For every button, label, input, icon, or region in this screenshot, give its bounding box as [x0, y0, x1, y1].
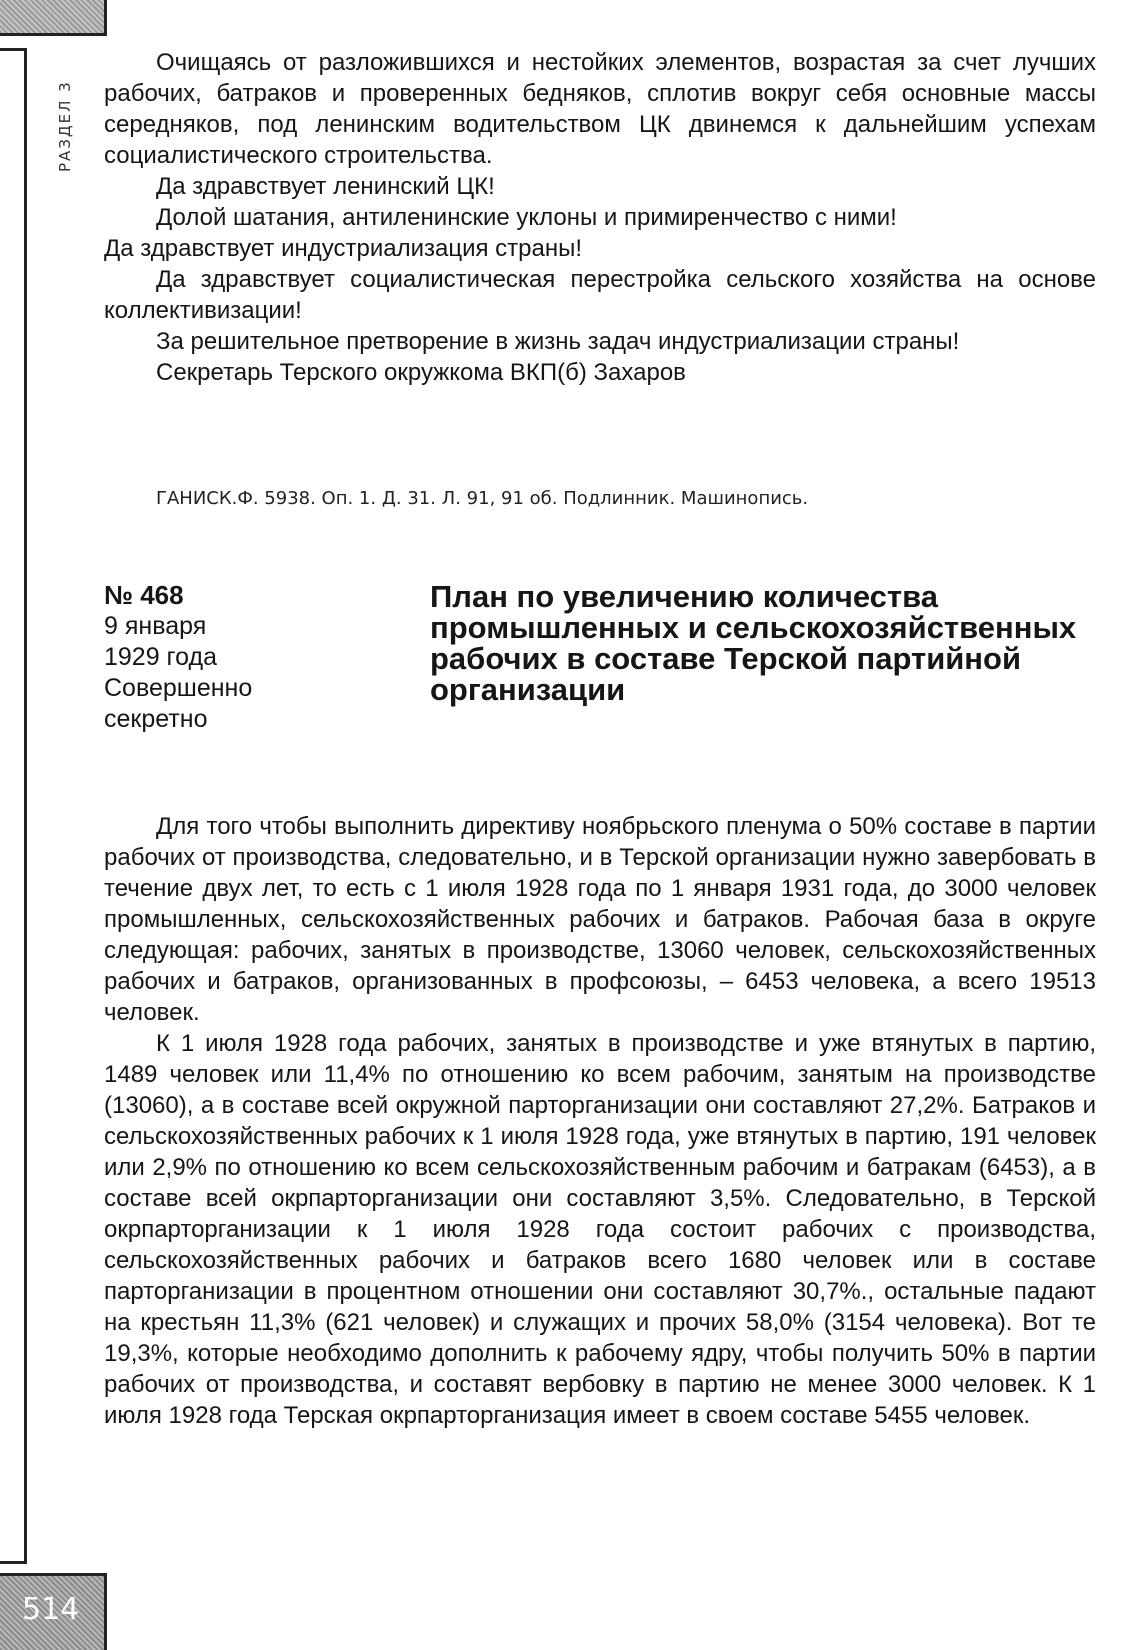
document-date-year: 1929 года	[104, 643, 217, 671]
page-number-tab	[0, 1573, 107, 1650]
margin-frame	[0, 48, 27, 1564]
document-meta	[104, 580, 394, 735]
slogan: За решительное претворение в жизнь задач индустриализации страны!	[156, 328, 960, 355]
slogan: Долой шатания, антиленинские уклоны и примиренчество с ними!	[156, 204, 897, 231]
page-number: 514	[22, 1592, 80, 1627]
document-number: № 468	[104, 580, 184, 610]
document-body	[104, 811, 1096, 1431]
signature: Секретарь Терского окружкома ВКП(б) Захаров	[156, 359, 686, 386]
document-title: План по увеличению количества промышленных и сельскохозяйственных рабочих в составе Терской партийной организации	[430, 579, 1077, 707]
slogan: Да здравствует ленинский ЦК!	[156, 173, 495, 200]
secrecy-stamp: Совершенно	[104, 674, 253, 702]
document-date: 9 января	[104, 612, 207, 640]
slogan: Да здравствует индустриализация страны!	[104, 235, 583, 262]
paragraph: Для того чтобы выполнить директиву ноябрьского пленума о 50% составе в партии рабочих от производства, следовательно, и в Терской организации нужно завербовать в течение двух лет, то есть с 1 июля 1928 года по 1 января 1931 года, до 3000 человек промышленных, сельскохозяйственных рабочих и батраков. Рабочая база в округе следующая: рабочих, занятых в производстве, 13060 человек, сельскохозяйственных рабочих и батраков, организованных в профсоюзы, – 6453 человека, а всего 19513 человек.	[104, 813, 1096, 1026]
letter-ending	[104, 47, 1096, 388]
section-label: РАЗДЕЛ 3	[56, 80, 74, 172]
top-corner-tab	[0, 0, 107, 36]
slogan: Да здравствует социалистическая перестройка сельского хозяйства на основе коллективизации!	[104, 266, 1096, 324]
secrecy-stamp-second-line: секретно	[104, 705, 208, 733]
archive-source-note: ГАНИСК.Ф. 5938. Оп. 1. Д. 31. Л. 91, 91 об. Подлинник. Машинопись.	[156, 488, 809, 509]
paragraph: Очищаясь от разложившихся и нестойких элементов, возрастая за счет лучших рабочих, батраков и проверенных бедняков, сплотив вокруг себя основные массы середняков, под ленинским водительством ЦК двинемся к дальнейшим успехам социалистического строительства.	[104, 49, 1096, 169]
paragraph: К 1 июля 1928 года рабочих, занятых в производстве и уже втянутых в партию, 1489 человек или 11,4% по отношению ко всем рабочим, занятым на производстве (13060), а в составе всей окружной парторганизации они составляют 27,2%. Батраков и сельскохозяйственных рабочих к 1 июля 1928 года, уже втянутых в партию, 191 человек или 2,9% по отношению ко всем сельскохозяйственным рабочим и батракам (6453), а в составе всей окрпарторганизации они составляют 3,5%. Следовательно, в Терской окрпарторганизации к 1 июля 1928 года состоит рабочих с производства, сельскохозяйственных рабочих и батраков всего 1680 человек или в составе парторганизации в процентном отношении они составляют 30,7%., остальные падают на крестьян 11,3% (621 человек) и служащих и прочих 58,0% (3154 человека). Вот те 19,3%, которые необходимо дополнить к рабочему ядру, чтобы получить 50% в партии рабочих от производства, и составят вербовку в партию не менее 3000 человек. К 1 июля 1928 года Терская окрпарторганизация имеет в своем составе 5455 человек.	[104, 1030, 1096, 1429]
